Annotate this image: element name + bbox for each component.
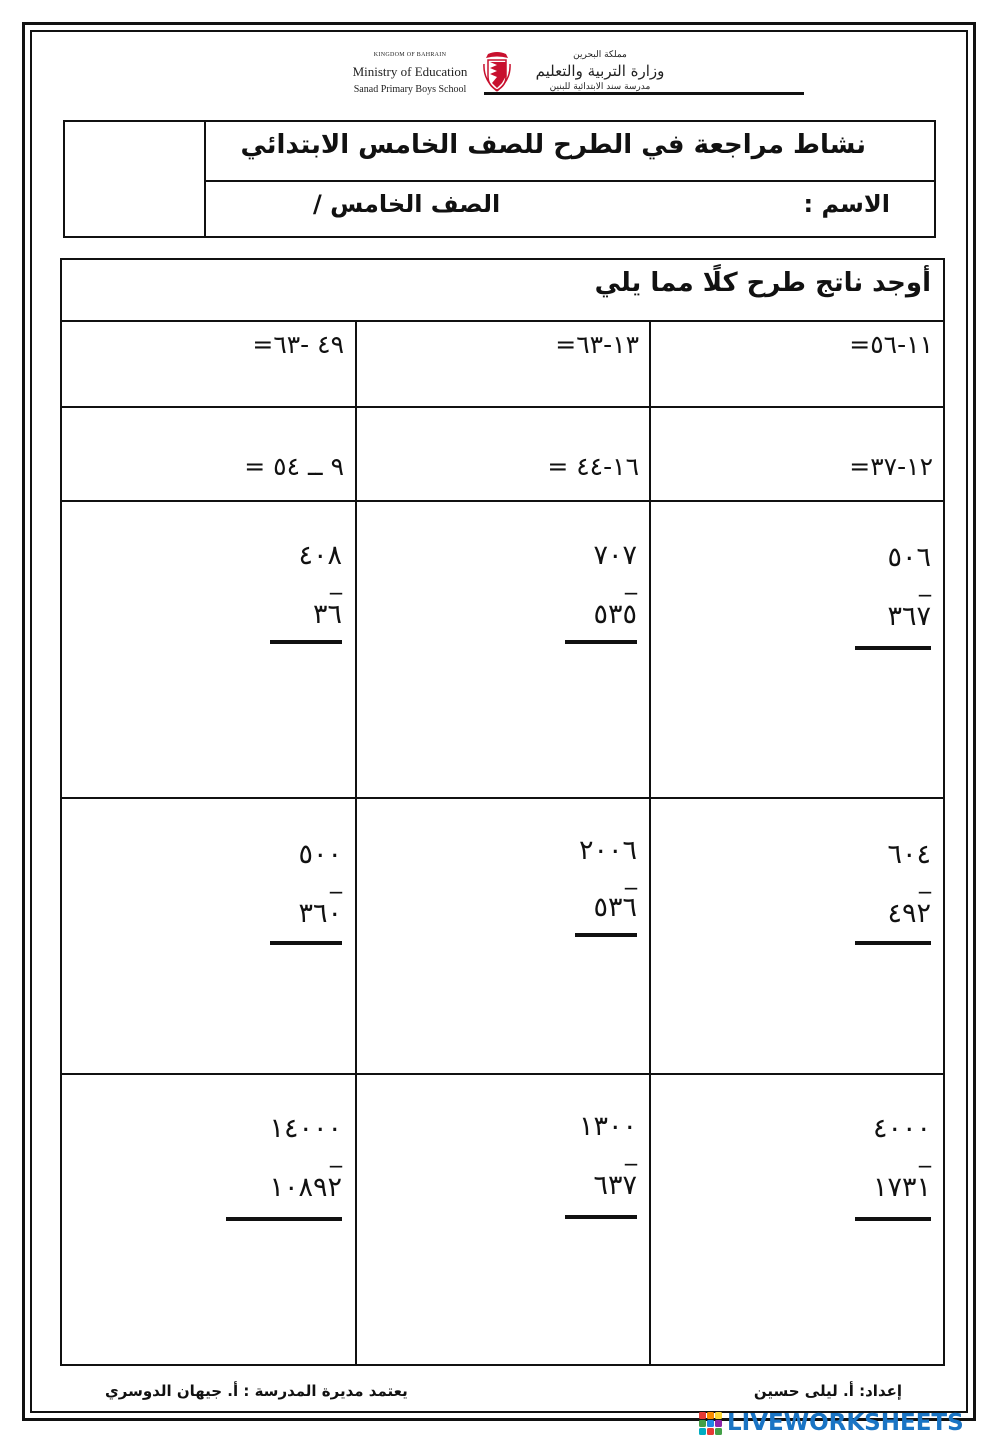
subtrahend: ٣٦٧ [887,601,931,632]
vertical-problem [855,542,931,650]
liveworksheets-logo-icon [699,1412,723,1436]
worksheet-title: نشاط مراجعة في الطرح للصف الخامس الابتدائي [240,130,866,160]
problem-cell [357,322,651,406]
subtrahend: ٣٦٠ [298,898,342,929]
header-en-kingdom: KINGDOM OF BAHRAIN [373,52,447,58]
answer-line[interactable] [855,941,931,945]
minuend: ٢٠٠٦ [578,835,637,866]
footer-approved-by: يعتمد مديرة المدرسة : أ. جيهان الدوسري [105,1382,408,1400]
vertical-problem [855,839,931,945]
problem-cell [651,322,945,406]
footer-prepared-by: إعداد: أ. ليلى حسين [753,1382,902,1400]
minuend: ٧٠٧ [593,540,637,571]
header-arabic [520,50,680,92]
brand-text: LIVEWORKSHEETS [727,1410,964,1436]
name-label: الاسم : [803,190,890,218]
vertical-problem [565,540,637,644]
problem-cell [62,799,356,1073]
problem-cell [651,1075,945,1365]
minuend: ١٣٠٠ [578,1111,637,1142]
problem-cell [651,502,945,797]
answer-line[interactable] [565,1215,637,1219]
minus-sign: _ [330,567,342,595]
vertical-problem [270,540,342,644]
problem-cell [357,1075,651,1365]
header-ar-ministry: وزارة التربية والتعليم [535,62,665,80]
liveworksheets-brand[interactable] [697,1410,997,1440]
answer-line[interactable] [270,941,342,945]
minuend: ٤٠٨ [298,540,342,571]
problem-cell [357,408,651,500]
vertical-problem [565,1111,637,1219]
answer-line[interactable] [855,1217,931,1221]
minuend: ٤٠٠٠ [872,1113,931,1144]
minus-sign: _ [625,1138,637,1166]
problem-cell [62,408,356,500]
subtrahend: ٦٣٧ [593,1170,637,1201]
problem-cell [62,1075,356,1365]
horizontal-problem: =١٣-٦٣ [555,330,639,359]
horizontal-problem: =١٢-٣٧ [849,452,933,481]
name-answer-line[interactable] [484,92,804,95]
bahrain-emblem-icon [482,50,512,92]
header-en-ministry: Ministry of Education [352,64,468,79]
answer-line[interactable] [270,640,342,644]
vertical-problem [855,1113,931,1221]
title-box-row-divider [206,180,934,182]
subtrahend: ٣٦ [312,599,342,630]
horizontal-problem: =٤٩ -٦٣ [252,330,344,359]
minus-sign: _ [919,1140,931,1168]
subtrahend: ١٠٨٩٢ [269,1172,342,1203]
answer-line[interactable] [855,646,931,650]
problem-cell [62,322,356,406]
minuend: ٦٠٤ [887,839,931,870]
minus-sign: _ [625,567,637,595]
minus-sign: _ [330,1140,342,1168]
header-ar-kingdom: مملكة البحرين [573,50,627,60]
subtrahend: ١٧٣١ [872,1172,931,1203]
answer-line[interactable] [565,640,637,644]
problem-cell [357,799,651,1073]
subtrahend: ٥٣٥ [593,599,637,630]
minus-sign: _ [919,866,931,894]
minus-sign: _ [330,866,342,894]
title-box-divider [204,122,206,236]
minuend: ٥٠٦ [887,542,931,573]
vertical-problem [270,839,342,945]
answer-line[interactable] [575,933,637,937]
problem-cell [357,502,651,797]
subtrahend: ٥٣٦ [593,892,637,923]
horizontal-problem: = ١٦-٤٤ [547,452,639,481]
horizontal-problem: =١١-٥٦ [849,330,933,359]
horizontal-problem: = ٩ ــ ٥٤ [244,452,344,481]
exercise-table [60,258,945,1366]
title-box [63,120,936,238]
instruction-text: أوجد ناتج طرح كلًا مما يلي [594,268,931,298]
vertical-problem [226,1113,342,1221]
problem-cell [62,502,356,797]
vertical-problem [575,835,637,937]
subtrahend: ٤٩٢ [887,898,931,929]
problem-cell [651,799,945,1073]
minuend: ٥٠٠ [298,839,342,870]
class-label: الصف الخامس / [313,190,501,218]
header-en-school: Sanad Primary Boys School [353,84,467,95]
answer-line[interactable] [226,1217,342,1221]
problem-cell [651,408,945,500]
minus-sign: _ [919,569,931,597]
minus-sign: _ [625,862,637,890]
header-english [330,52,490,95]
minuend: ١٤٠٠٠ [269,1113,342,1144]
header-ar-school: مدرسة سند الابتدائية للبنين [549,82,651,92]
